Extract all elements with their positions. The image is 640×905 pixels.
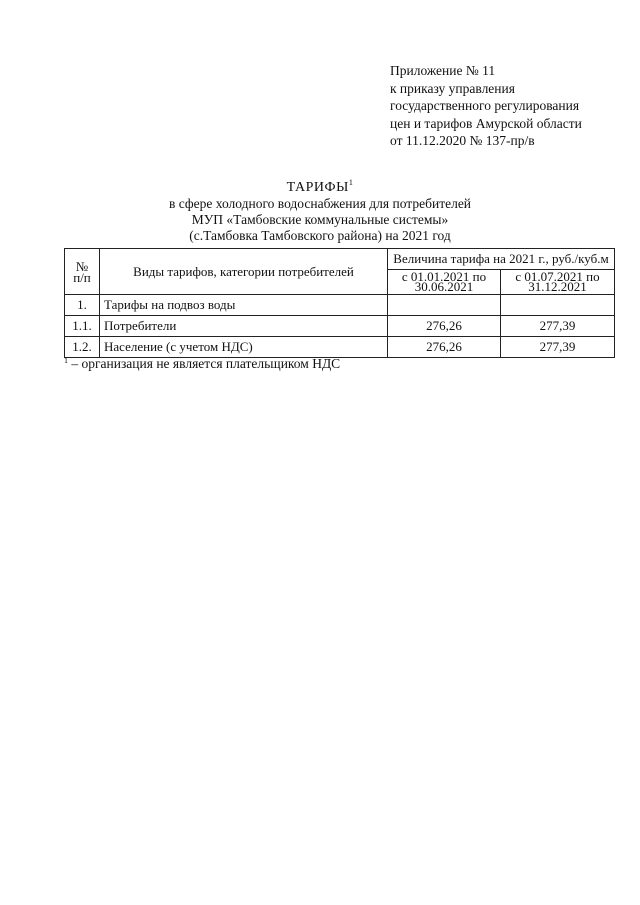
title-footnote-mark: 1 — [348, 178, 354, 187]
row-num: 1. — [65, 295, 100, 316]
appendix-line: государственного регулирования — [390, 98, 580, 113]
heading-line: (с.Тамбовка Тамбовского района) на 2021 год — [189, 228, 451, 243]
table-header-row — [65, 249, 615, 270]
document-title — [100, 180, 540, 196]
table-row — [65, 337, 615, 358]
row-value-1 — [388, 295, 501, 316]
appendix-line: к приказу управления — [390, 80, 515, 96]
row-num: 1.2. — [65, 337, 100, 358]
row-num: 1.1. — [65, 316, 100, 337]
header-kind: Виды тарифов, категории потребителей — [100, 249, 388, 295]
heading-line: МУП «Тамбовские коммунальные системы» — [191, 212, 449, 227]
row-kind: Население (с учетом НДС) — [100, 337, 388, 358]
appendix-line: от 11.12.2020 № 137-пр/в — [390, 133, 535, 148]
footnote — [64, 356, 340, 372]
tariffs-table — [64, 248, 615, 358]
heading-line: в сфере холодного водоснабжения для потребителей — [168, 196, 472, 211]
appendix-reference — [390, 62, 630, 150]
row-value-1: 276,26 — [388, 316, 501, 337]
row-value-2 — [501, 295, 615, 316]
header-period-2: с 01.07.2021 по 31.12.2021 — [501, 270, 615, 295]
row-kind: Потребители — [100, 316, 388, 337]
table-row — [65, 316, 615, 337]
row-kind: Тарифы на подвоз воды — [100, 295, 388, 316]
header-period-1: с 01.01.2021 по 30.06.2021 — [388, 270, 501, 295]
row-value-2: 277,39 — [501, 337, 615, 358]
row-value-2: 277,39 — [501, 316, 615, 337]
footnote-mark: 1 — [64, 356, 68, 365]
footnote-text: – организация не является плательщиком НДС — [68, 356, 341, 371]
title-text: ТАРИФЫ — [286, 180, 349, 195]
row-value-1: 276,26 — [388, 337, 501, 358]
appendix-line: Приложение № 11 — [390, 63, 496, 78]
table-row — [65, 295, 615, 316]
document-heading — [100, 180, 540, 244]
header-num: № п/п — [65, 249, 100, 295]
header-value: Величина тарифа на 2021 г., руб./куб.м — [388, 249, 615, 270]
appendix-line: цен и тарифов Амурской области — [390, 115, 582, 131]
